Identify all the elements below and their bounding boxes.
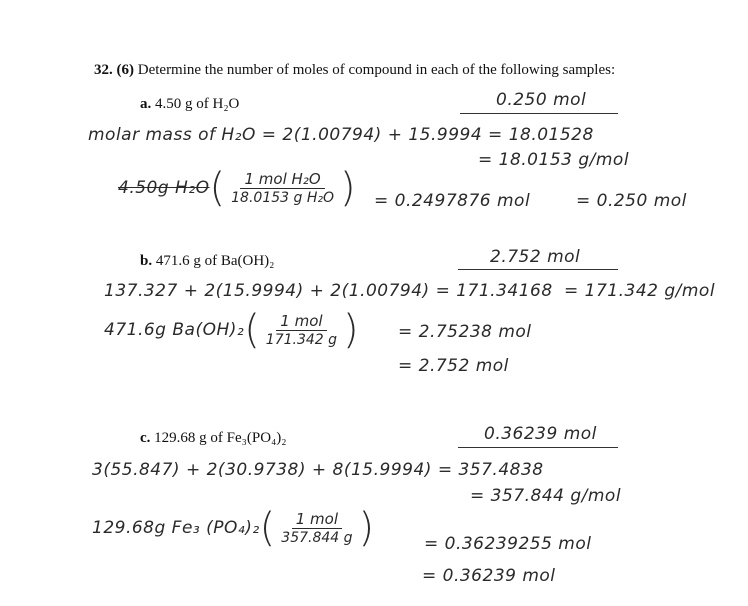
part-b-result: = 2.75238 mol xyxy=(398,322,532,342)
question-prompt: Determine the number of moles of compound in each of the following samples: xyxy=(137,62,616,78)
part-b-label: b. xyxy=(140,253,153,269)
part-c-answer: 0.36239 mol xyxy=(484,424,597,444)
part-c-numerator: 1 mol xyxy=(292,510,342,529)
part-b-heading xyxy=(140,253,274,270)
part-b-given: 471.6g Ba(OH)₂ xyxy=(104,320,245,340)
part-b-numerator: 1 mol xyxy=(276,312,326,331)
part-c-conversion: 129.68g Fe₃ (PO₄)₂ ( $\frac{\text{1 mol}}{357.844 g}$ ) xyxy=(92,505,375,551)
question-header xyxy=(94,62,615,79)
part-a-conversion: 4.50g H₂O ( $\frac{\text{1 mol H₂O}}{\text{18.0153 g H₂O}}$ ) xyxy=(118,165,356,211)
part-c-molar-mass-rounded: = 357.844 g/mol xyxy=(470,486,622,506)
part-c-molar-mass: 3(55.847) + 2(30.9738) + 8(15.9994) = 357.4838 xyxy=(92,460,544,480)
part-b-sample: 471.6 g of Ba(OH)₂ xyxy=(155,253,275,269)
question-number: 32. (6) xyxy=(94,62,134,78)
part-b-fraction xyxy=(262,312,341,348)
part-a-molar-mass: molar mass of H₂O = 2(1.00794) + 15.9994 = 18.01528 xyxy=(88,125,594,145)
part-a-answer-line xyxy=(460,113,618,114)
part-a-molar-mass-rounded: = 18.0153 g/mol xyxy=(478,150,630,170)
part-a-heading xyxy=(140,96,239,113)
part-b-answer-line xyxy=(458,269,618,270)
part-a-label: a. xyxy=(140,96,152,112)
part-c-result: = 0.36239255 mol xyxy=(424,534,592,554)
part-a-result: = 0.2497876 mol xyxy=(374,191,531,211)
part-a-given: 4.50g H₂O xyxy=(118,178,210,198)
part-a-final: = 0.250 mol xyxy=(576,191,687,211)
part-b-molar-mass: 137.327 + 2(15.9994) + 2(1.00794) = 171.34168 xyxy=(104,281,553,301)
part-b-answer: 2.752 mol xyxy=(490,247,581,267)
part-c-sample: 129.68 g of Fe₃(PO₄)₂ xyxy=(154,430,287,446)
part-c-denominator: 357.844 g xyxy=(281,530,353,546)
part-b-final: = 2.752 mol xyxy=(398,356,509,376)
part-a-sample: 4.50 g of H₂O xyxy=(155,96,240,112)
part-c-answer-line xyxy=(458,447,618,448)
part-c-heading xyxy=(140,430,287,447)
part-c-final: = 0.36239 mol xyxy=(422,566,556,586)
part-b-denominator: 171.342 g xyxy=(265,332,338,348)
part-a-numerator: 1 mol H₂O xyxy=(240,170,324,189)
part-c-label: c. xyxy=(140,430,151,446)
part-c-fraction xyxy=(277,510,356,546)
part-a-fraction xyxy=(227,170,338,206)
part-b-conversion: 471.6g Ba(OH)₂ ( $\frac{\text{1 mol}}{171.342 g}$ ) xyxy=(104,307,359,353)
part-b-molar-mass-rounded: = 171.342 g/mol xyxy=(564,281,716,301)
part-a-answer: 0.250 mol xyxy=(496,90,587,110)
part-c-given: 129.68g Fe₃ (PO₄)₂ xyxy=(92,518,260,538)
part-a-denominator: 18.0153 g H₂O xyxy=(231,190,334,206)
